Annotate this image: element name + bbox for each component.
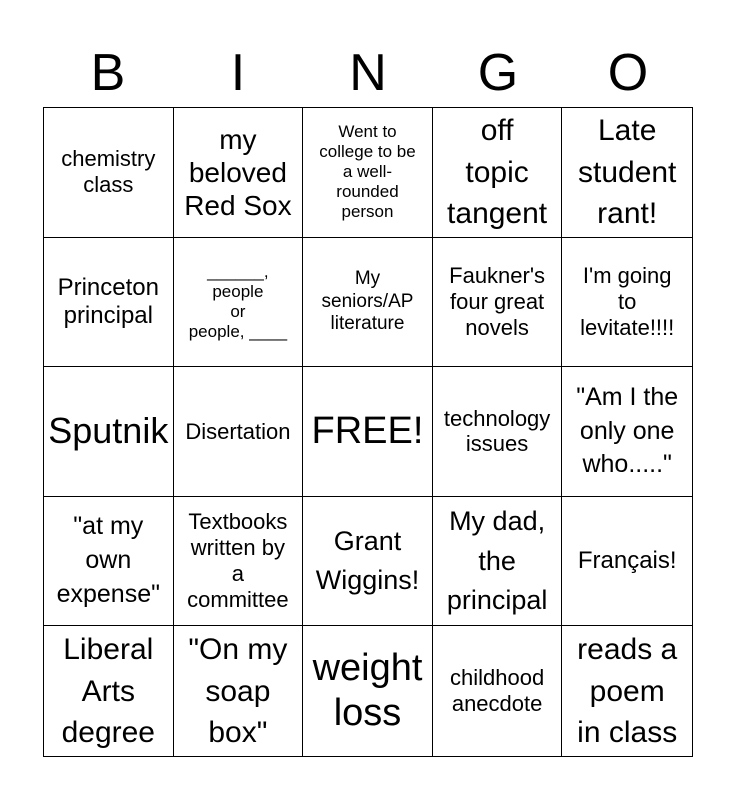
bingo-cell[interactable]: I'm going to levitate!!!! [562, 238, 692, 368]
bingo-cell[interactable]: Liberal Arts degree [44, 626, 174, 756]
bingo-cell[interactable]: reads a poem in class [577, 633, 678, 749]
bingo-cell[interactable]: chemistry class [44, 108, 174, 238]
bingo-cell[interactable]: Disertation [174, 367, 304, 497]
bingo-cell[interactable]: off topic tangent [433, 108, 563, 238]
bingo-cell[interactable]: My dad, the principal [433, 497, 563, 627]
free-space-cell[interactable]: FREE! [303, 367, 433, 497]
bingo-cell[interactable]: Went to college to be a well- rounded person [303, 108, 433, 238]
header-letter-g: G [477, 44, 519, 102]
bingo-cell[interactable]: Sputnik [44, 367, 174, 497]
bingo-cell[interactable]: childhood anecdote [433, 626, 563, 756]
bingo-cell[interactable]: "Am I the only one who....." [562, 367, 692, 497]
bingo-cell[interactable]: "at my own expense" [44, 497, 174, 627]
bingo-board [43, 107, 693, 757]
bingo-cell[interactable]: Grant Wiggins! [303, 497, 433, 627]
bingo-cell[interactable]: Textbooks written by a committee [174, 497, 304, 627]
bingo-cell[interactable]: my beloved Red Sox [174, 108, 304, 238]
bingo-cell[interactable]: ______, people or people, ____ [174, 238, 304, 368]
bingo-cell[interactable]: "On my soap box" [174, 626, 304, 756]
bingo-cell[interactable]: My seniors/AP literature [303, 238, 433, 368]
header-letter-b: B [90, 44, 126, 102]
header-letter-i: I [230, 44, 246, 102]
bingo-cell[interactable]: Princeton principal [44, 238, 174, 368]
bingo-header [43, 38, 693, 108]
bingo-cell[interactable]: technology issues [433, 367, 563, 497]
header-letter-o: O [607, 44, 649, 102]
bingo-cell[interactable]: Faukner's four great novels [433, 238, 563, 368]
bingo-cell[interactable]: Français! [562, 497, 692, 627]
bingo-cell[interactable]: weight loss [303, 626, 433, 756]
bingo-cell[interactable]: Late student rant! [562, 108, 692, 238]
header-letter-n: N [349, 44, 387, 102]
